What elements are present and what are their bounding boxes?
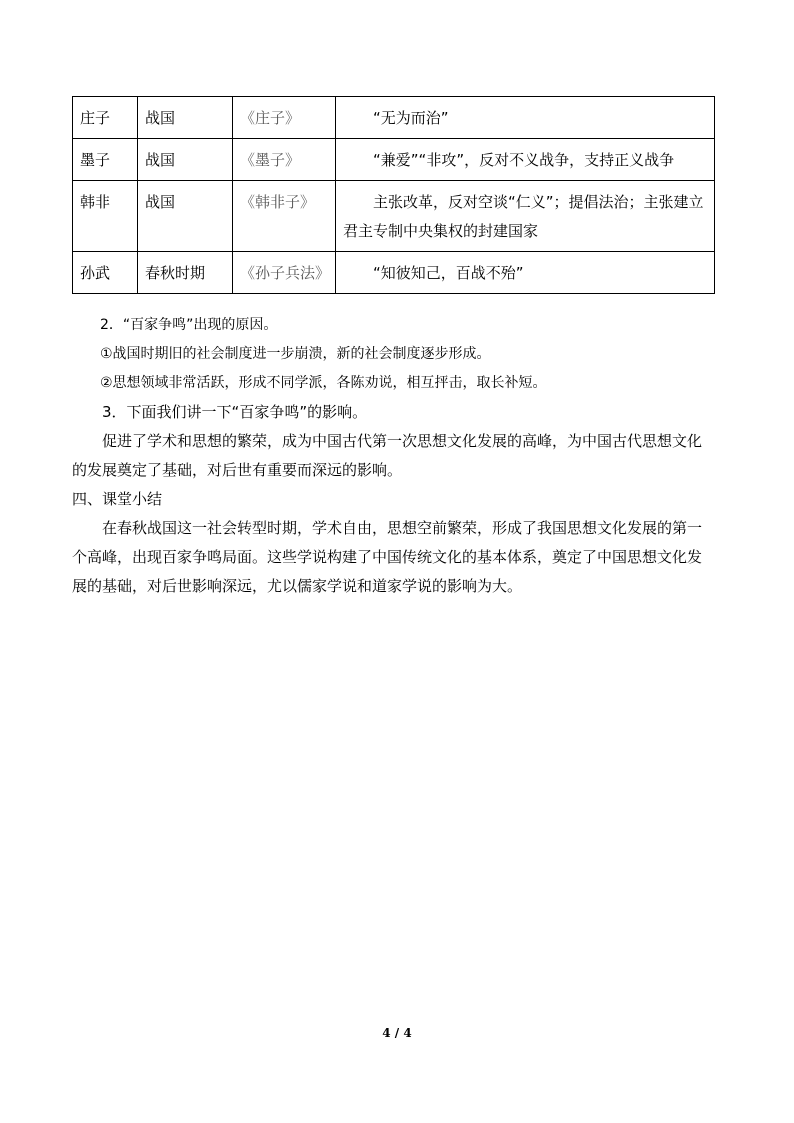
book-cell: 《孙子兵法》 <box>233 252 336 294</box>
table-row <box>73 97 715 139</box>
section-heading-causes: 2．“百家争鸣”出现的原因。 <box>100 317 278 333</box>
cause-item-2: ②思想领域非常活跃，形成不同学派，各陈劝说，相互抨击，取长补短。 <box>100 375 547 391</box>
influence-paragraph: 促进了学术和思想的繁荣，成为中国古代第一次思想文化发展的高峰，为中国古代思想文化的发展奠定了基础，对后世有重要而深远的影响。 <box>72 432 703 479</box>
viewpoint-cell: “兼爱”“非攻”，反对不义战争，支持正义战争 <box>336 139 715 181</box>
table-row <box>73 252 715 294</box>
section-heading-summary: 四、课堂小结 <box>72 490 163 508</box>
summary-paragraph: 在春秋战国这一社会转型时期，学术自由，思想空前繁荣，形成了我国思想文化发展的第一个高峰，出现百家争鸣局面。这些学说构建了中国传统文化的基本体系，奠定了中国思想文化发展的基础，对后世影响深远，尤以儒家学说和道家学说的影响为大。 <box>72 519 703 595</box>
table-row <box>73 139 715 181</box>
era-cell: 战国 <box>138 181 233 252</box>
era-cell: 春秋时期 <box>138 252 233 294</box>
viewpoint-cell: “知彼知己，百战不殆” <box>336 252 715 294</box>
era-cell: 战国 <box>138 139 233 181</box>
page-number: 4 / 4 <box>382 1026 412 1040</box>
book-cell: 《墨子》 <box>233 139 336 181</box>
thinker-name-cell: 庄子 <box>73 97 138 139</box>
thinker-name-cell: 韩非 <box>73 181 138 252</box>
section-heading-influence: 3．下面我们讲一下“百家争鸣”的影响。 <box>102 403 368 421</box>
cause-item-1: ①战国时期旧的社会制度进一步崩溃，新的社会制度逐步形成。 <box>100 346 491 362</box>
viewpoint-cell: 主张改革，反对空谈“仁义”；提倡法治；主张建立君主专制中央集权的封建国家 <box>336 181 715 252</box>
thinker-name-cell: 墨子 <box>73 139 138 181</box>
viewpoint-cell: “无为而治” <box>336 97 715 139</box>
thinker-name-cell: 孙武 <box>73 252 138 294</box>
book-cell: 《庄子》 <box>233 97 336 139</box>
table-row <box>73 181 715 252</box>
thinkers-table <box>72 96 715 294</box>
era-cell: 战国 <box>138 97 233 139</box>
book-cell: 《韩非子》 <box>233 181 336 252</box>
document-body <box>72 311 714 601</box>
